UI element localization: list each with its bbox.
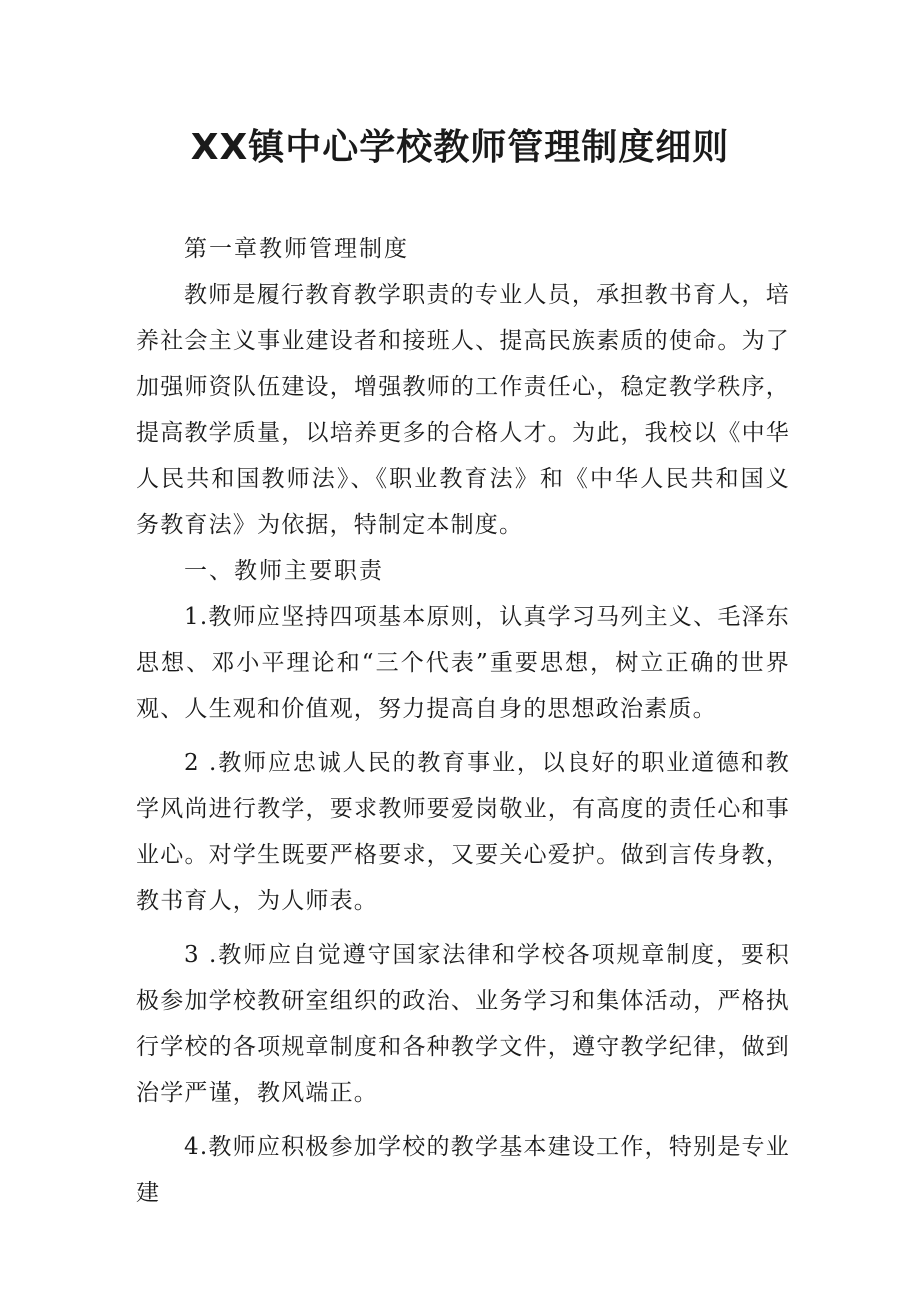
- document-body: [136, 226, 790, 1216]
- document-title: XX镇中心学校教师管理制度细则: [190, 127, 730, 168]
- duty-item-2: 2 .教师应忠诚人民的教育事业，以良好的职业道德和教学风尚进行教学，要求教师要爱岗敬业，有高度的责任心和事业心。对学生既要严格要求，又要关心爱护。做到言传身教，教书育人，为人师表。: [136, 750, 790, 914]
- duty-item-4: 4.教师应积极参加学校的教学基本建设工作，特别是专业建: [136, 1134, 790, 1206]
- chapter-heading: 第一章教师管理制度: [184, 236, 409, 262]
- duty-item-3: 3 .教师应自觉遵守国家法律和学校各项规章制度，要积极参加学校教研室组织的政治、业务学习和集体活动，严格执行学校的各项规章制度和各种教学文件，遵守教学纪律，做到治学严谨，教风端正。: [136, 942, 790, 1106]
- section-heading: 一、教师主要职责: [184, 558, 384, 584]
- intro-paragraph: 教师是履行教育教学职责的专业人员，承担教书育人，培养社会主义事业建设者和接班人、提高民族素质的使命。为了加强师资队伍建设，增强教师的工作责任心，稳定教学秩序，提高教学质量，以培养更多的合格人才。为此，我校以《中华人民共和国教师法》、《职业教育法》和《中华人民共和国义务教育法》为依据，特制定本制度。: [136, 282, 790, 538]
- duty-item-1: 1.教师应坚持四项基本原则，认真学习马列主义、毛泽东思想、邓小平理论和“三个代表”重要思想，树立正确的世界观、人生观和价值观，努力提高自身的思想政治素质。: [136, 604, 790, 722]
